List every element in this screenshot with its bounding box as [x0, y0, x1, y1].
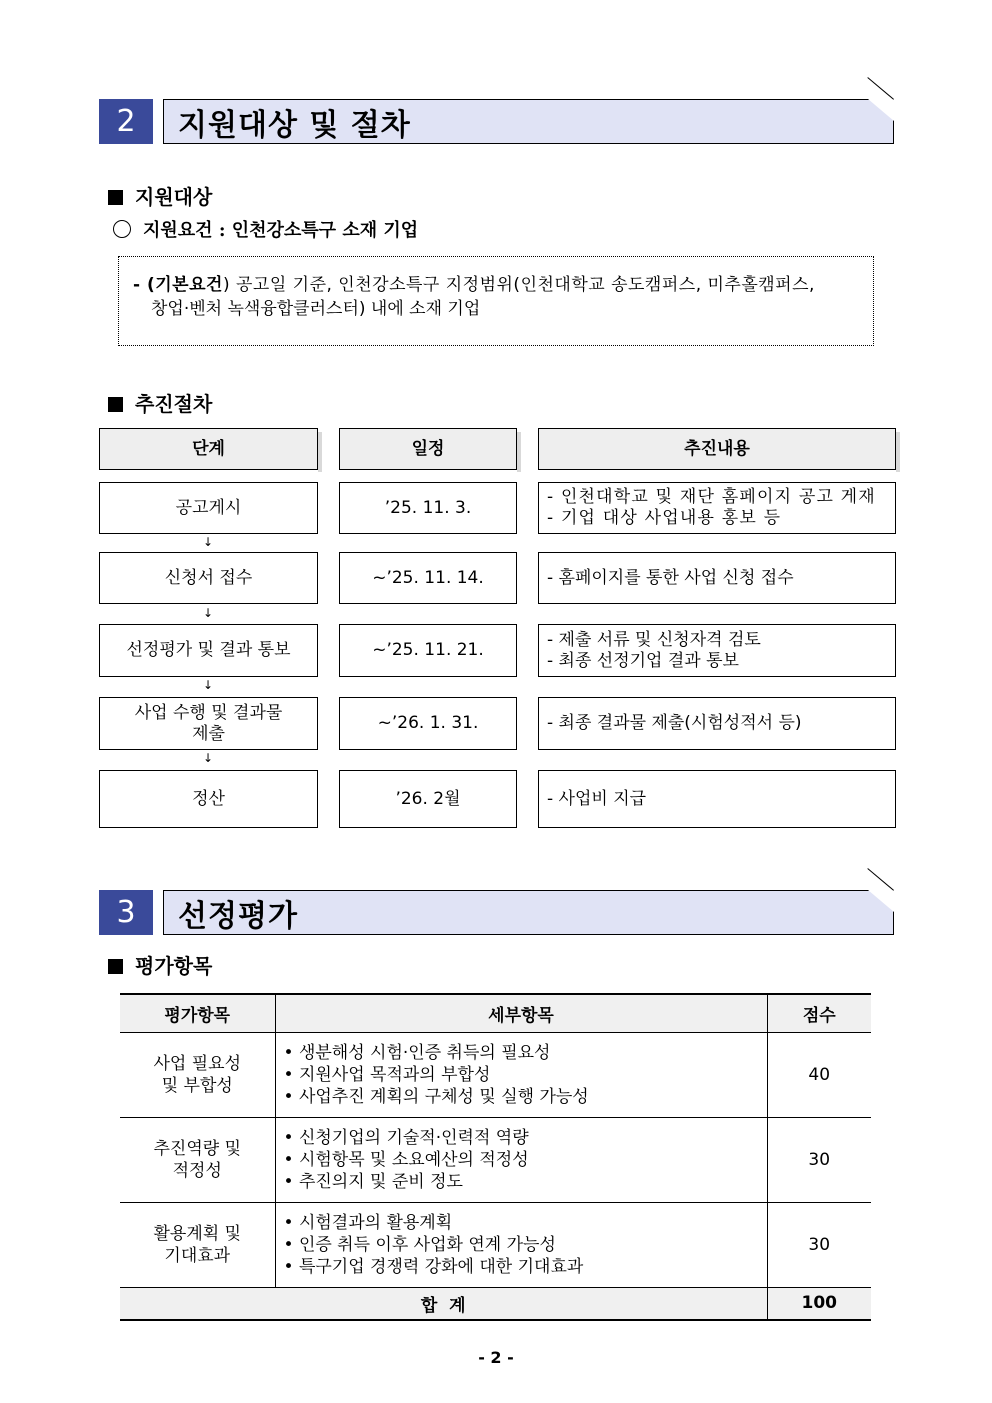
item-line: 추진역량 및 [153, 1138, 241, 1159]
detail-line: • 신청기업의 기술적·인력적 역량 [283, 1127, 529, 1148]
basic-requirement-label: 기본요건 [155, 275, 223, 295]
evaluation-item [120, 1202, 275, 1287]
folded-corner [868, 99, 894, 121]
process-content-line: - 최종 선정기업 결과 통보 [547, 650, 739, 671]
header-detail: 세부항목 [275, 994, 767, 1032]
item-line: 활용계획 및 [153, 1223, 241, 1244]
detail-line: • 지원사업 목적과의 부합성 [283, 1064, 491, 1085]
detail-line: • 시험항목 및 소요예산의 적정성 [283, 1149, 529, 1170]
process-content [538, 697, 896, 750]
process-content [538, 624, 896, 677]
process-stage: 공고게시 [99, 482, 318, 534]
detail-line: • 추진의지 및 준비 정도 [283, 1171, 463, 1192]
item-line: 적정성 [172, 1160, 222, 1181]
basic-requirement-box [118, 256, 874, 346]
process-content [538, 770, 896, 828]
dash-prefix: - ( [133, 275, 156, 295]
down-arrow-icon: ↓ [203, 606, 214, 620]
process-stage-line: 제출 [192, 723, 225, 744]
process-stage: 신청서 접수 [99, 552, 318, 604]
evaluation-score: 30 [767, 1202, 871, 1287]
process-schedule: ~’26. 1. 31. [339, 697, 517, 750]
square-bullet-icon [108, 959, 123, 974]
header-score: 점수 [767, 994, 871, 1032]
process-header-stage: 단계 [99, 428, 318, 470]
page-number: - 2 - [478, 1348, 514, 1367]
down-arrow-icon: ↓ [203, 751, 214, 765]
process-content [538, 552, 896, 604]
section-title-box [163, 99, 894, 144]
process-header-schedule: 일정 [339, 428, 517, 470]
process-content-line: - 인천대학교 및 재단 홈페이지 공고 게재 [547, 487, 876, 507]
section-title: 선정평가 [178, 898, 298, 934]
process-schedule: ~’25. 11. 21. [339, 624, 517, 677]
total-label: 합 계 [120, 1287, 767, 1320]
subheading-label: 지원대상 [135, 185, 213, 209]
subheading-process [108, 388, 212, 417]
item-line: 및 부합성 [161, 1075, 233, 1096]
subheading-target [108, 181, 212, 210]
process-schedule: ’26. 2월 [339, 770, 517, 828]
process-stage-line: 사업 수행 및 결과물 [134, 702, 283, 723]
detail-line: • 특구기업 경쟁력 강화에 대한 기대효과 [283, 1256, 584, 1277]
folded-corner-line [867, 77, 894, 100]
detail-line: • 생분해성 시험·인증 취득의 필요성 [283, 1042, 551, 1063]
process-content-line: - 사업비 지급 [547, 788, 647, 809]
basic-requirement-line2: 창업·벤처 녹색융합클러스터) 내에 소재 기업 [151, 299, 481, 319]
detail-line: • 인증 취득 이후 사업화 연계 가능성 [283, 1234, 556, 1255]
process-content-line: - 기업 대상 사업내용 홍보 등 [547, 508, 782, 528]
item-line: 기대효과 [164, 1245, 231, 1266]
folded-corner-line [867, 868, 894, 891]
subheading-evaluation [108, 950, 212, 979]
process-stage: 정산 [99, 770, 318, 828]
table-row [120, 1117, 871, 1202]
evaluation-details [275, 1202, 767, 1287]
square-bullet-icon [108, 190, 123, 205]
item-line: 사업 필요성 [153, 1053, 241, 1074]
process-content-line: - 홈페이지를 통한 사업 신청 접수 [547, 567, 794, 588]
process-header-content: 추진내용 [538, 428, 896, 470]
evaluation-item [120, 1117, 275, 1202]
detail-line: • 시험결과의 활용계획 [283, 1212, 453, 1233]
requirement-text: 지원요건 : 인천강소특구 소재 기업 [143, 220, 419, 241]
square-bullet-icon [108, 397, 123, 412]
total-row [120, 1287, 871, 1320]
detail-line: • 사업추진 계획의 구체성 및 실행 가능성 [283, 1086, 589, 1107]
table-row [120, 1032, 871, 1117]
evaluation-details [275, 1117, 767, 1202]
evaluation-header-row [120, 994, 871, 1032]
process-content [538, 482, 896, 534]
evaluation-details [275, 1032, 767, 1117]
subheading-label: 평가항목 [135, 954, 213, 978]
requirement-line [113, 216, 418, 242]
evaluation-score: 30 [767, 1117, 871, 1202]
circle-bullet-icon [113, 220, 131, 238]
evaluation-table [120, 993, 871, 1321]
folded-corner [868, 890, 894, 912]
table-row [120, 1202, 871, 1287]
down-arrow-icon: ↓ [203, 535, 214, 549]
process-schedule: ’25. 11. 3. [339, 482, 517, 534]
header-item: 평가항목 [120, 994, 275, 1032]
down-arrow-icon: ↓ [203, 678, 214, 692]
section-title-box [163, 890, 894, 935]
process-schedule: ~’25. 11. 14. [339, 552, 517, 604]
process-stage [99, 697, 318, 750]
section-title: 지원대상 및 절차 [178, 107, 411, 143]
section-number: 2 [99, 99, 153, 144]
section-number: 3 [99, 890, 153, 935]
total-score: 100 [767, 1287, 871, 1320]
basic-requirement-text: ) 공고일 기준, 인천강소특구 지정범위(인천대학교 송도캠퍼스, 미추홀캠퍼스, [222, 275, 815, 295]
evaluation-item [120, 1032, 275, 1117]
subheading-label: 추진절차 [135, 392, 213, 416]
evaluation-score: 40 [767, 1032, 871, 1117]
process-content-line: - 최종 결과물 제출(시험성적서 등) [547, 713, 802, 733]
process-stage: 선정평가 및 결과 통보 [99, 624, 318, 677]
basic-requirement-line1 [133, 273, 863, 297]
process-content-line: - 제출 서류 및 신청자격 검토 [547, 629, 761, 650]
